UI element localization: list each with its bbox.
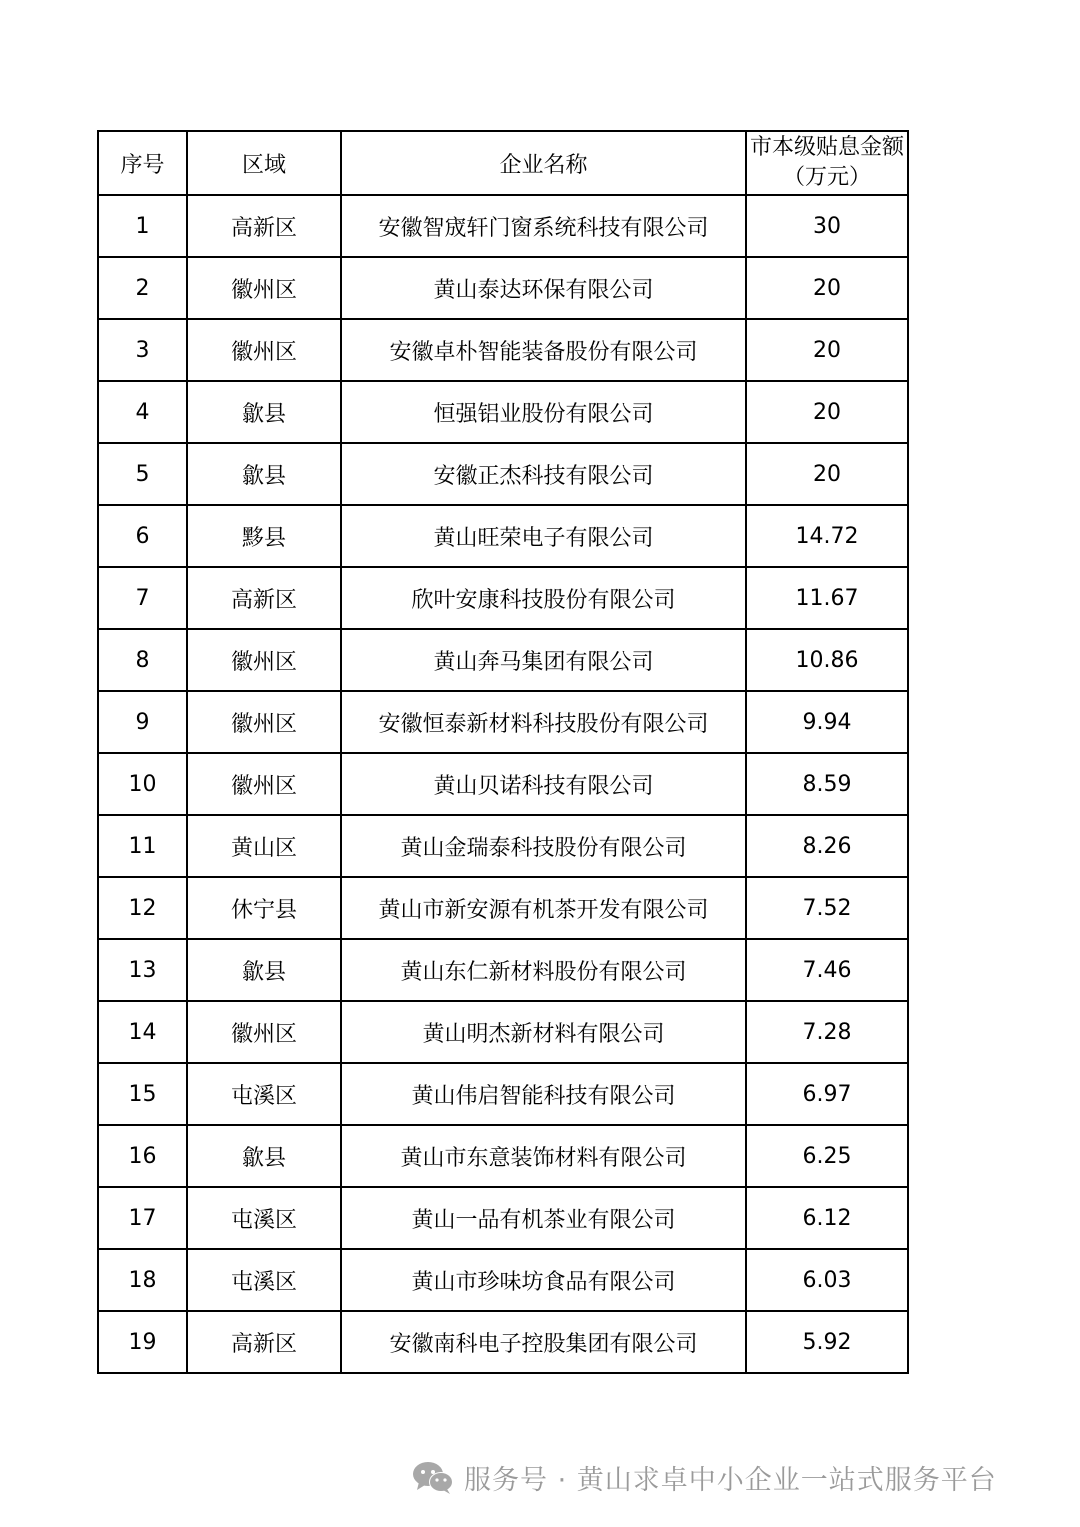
cell-area: 高新区: [187, 1311, 341, 1373]
header-subsidy-amount: 市本级贴息金额（万元）: [746, 131, 908, 195]
table-row: [98, 505, 908, 567]
table-row: [98, 1187, 908, 1249]
cell-seq: 4: [98, 381, 187, 443]
cell-company-name: 黄山明杰新材料有限公司: [341, 1001, 746, 1063]
cell-subsidy-amount: 14.72: [746, 505, 908, 567]
cell-area: 歙县: [187, 1125, 341, 1187]
cell-company-name: 黄山东仁新材料股份有限公司: [341, 939, 746, 1001]
cell-area: 屯溪区: [187, 1187, 341, 1249]
header-area: 区域: [187, 131, 341, 195]
cell-company-name: 安徽卓朴智能装备股份有限公司: [341, 319, 746, 381]
cell-seq: 6: [98, 505, 187, 567]
cell-subsidy-amount: 6.12: [746, 1187, 908, 1249]
table-row: [98, 1249, 908, 1311]
cell-area: 黄山区: [187, 815, 341, 877]
cell-company-name: 黄山泰达环保有限公司: [341, 257, 746, 319]
table-row: [98, 877, 908, 939]
cell-seq: 5: [98, 443, 187, 505]
table-row: [98, 691, 908, 753]
cell-area: 徽州区: [187, 257, 341, 319]
table-row: [98, 443, 908, 505]
cell-seq: 16: [98, 1125, 187, 1187]
table-row: [98, 1125, 908, 1187]
cell-area: 徽州区: [187, 1001, 341, 1063]
cell-seq: 17: [98, 1187, 187, 1249]
table-header-row: [98, 131, 908, 195]
cell-area: 徽州区: [187, 629, 341, 691]
cell-seq: 7: [98, 567, 187, 629]
cell-area: 屯溪区: [187, 1249, 341, 1311]
table-row: [98, 195, 908, 257]
table-row: [98, 257, 908, 319]
cell-subsidy-amount: 20: [746, 381, 908, 443]
cell-company-name: 黄山贝诺科技有限公司: [341, 753, 746, 815]
cell-seq: 8: [98, 629, 187, 691]
cell-subsidy-amount: 5.92: [746, 1311, 908, 1373]
cell-subsidy-amount: 11.67: [746, 567, 908, 629]
cell-area: 徽州区: [187, 753, 341, 815]
table-row: [98, 567, 908, 629]
cell-subsidy-amount: 7.52: [746, 877, 908, 939]
table-row: [98, 629, 908, 691]
cell-seq: 15: [98, 1063, 187, 1125]
cell-company-name: 黄山奔马集团有限公司: [341, 629, 746, 691]
cell-area: 徽州区: [187, 319, 341, 381]
cell-subsidy-amount: 8.59: [746, 753, 908, 815]
cell-company-name: 安徽南科电子控股集团有限公司: [341, 1311, 746, 1373]
cell-seq: 1: [98, 195, 187, 257]
cell-company-name: 安徽恒泰新材料科技股份有限公司: [341, 691, 746, 753]
cell-area: 高新区: [187, 567, 341, 629]
cell-company-name: 黄山一品有机茶业有限公司: [341, 1187, 746, 1249]
cell-company-name: 黄山市东意装饰材料有限公司: [341, 1125, 746, 1187]
wechat-icon: [412, 1460, 454, 1494]
cell-subsidy-amount: 6.25: [746, 1125, 908, 1187]
header-seq: 序号: [98, 131, 187, 195]
cell-subsidy-amount: 20: [746, 443, 908, 505]
cell-area: 高新区: [187, 195, 341, 257]
cell-company-name: 黄山旺荣电子有限公司: [341, 505, 746, 567]
cell-area: 黟县: [187, 505, 341, 567]
cell-area: 休宁县: [187, 877, 341, 939]
cell-seq: 13: [98, 939, 187, 1001]
cell-company-name: 安徽智宬轩门窗系统科技有限公司: [341, 195, 746, 257]
cell-subsidy-amount: 6.97: [746, 1063, 908, 1125]
cell-seq: 11: [98, 815, 187, 877]
cell-area: 歙县: [187, 443, 341, 505]
cell-seq: 9: [98, 691, 187, 753]
cell-company-name: 黄山金瑞泰科技股份有限公司: [341, 815, 746, 877]
cell-company-name: 黄山市新安源有机茶开发有限公司: [341, 877, 746, 939]
cell-subsidy-amount: 20: [746, 257, 908, 319]
cell-subsidy-amount: 30: [746, 195, 908, 257]
table-row: [98, 939, 908, 1001]
watermark: [412, 1455, 997, 1499]
cell-seq: 18: [98, 1249, 187, 1311]
cell-area: 歙县: [187, 381, 341, 443]
cell-subsidy-amount: 9.94: [746, 691, 908, 753]
enterprise-subsidy-table: [97, 130, 909, 1374]
cell-seq: 19: [98, 1311, 187, 1373]
cell-company-name: 黄山市珍味坊食品有限公司: [341, 1249, 746, 1311]
table-row: [98, 815, 908, 877]
cell-company-name: 恒强铝业股份有限公司: [341, 381, 746, 443]
table-row: [98, 1001, 908, 1063]
cell-seq: 12: [98, 877, 187, 939]
header-company-name: 企业名称: [341, 131, 746, 195]
table-row: [98, 1063, 908, 1125]
cell-area: 徽州区: [187, 691, 341, 753]
table-row: [98, 1311, 908, 1373]
table-body: [98, 195, 908, 1373]
cell-area: 歙县: [187, 939, 341, 1001]
cell-company-name: 安徽正杰科技有限公司: [341, 443, 746, 505]
table-row: [98, 753, 908, 815]
table-row: [98, 319, 908, 381]
cell-company-name: 黄山伟启智能科技有限公司: [341, 1063, 746, 1125]
cell-subsidy-amount: 7.28: [746, 1001, 908, 1063]
cell-seq: 3: [98, 319, 187, 381]
cell-subsidy-amount: 6.03: [746, 1249, 908, 1311]
cell-subsidy-amount: 7.46: [746, 939, 908, 1001]
cell-company-name: 欣叶安康科技股份有限公司: [341, 567, 746, 629]
cell-subsidy-amount: 8.26: [746, 815, 908, 877]
cell-seq: 2: [98, 257, 187, 319]
cell-area: 屯溪区: [187, 1063, 341, 1125]
cell-subsidy-amount: 20: [746, 319, 908, 381]
table-row: [98, 381, 908, 443]
watermark-text: 服务号 · 黄山求卓中小企业一站式服务平台: [464, 1464, 997, 1496]
cell-seq: 14: [98, 1001, 187, 1063]
cell-subsidy-amount: 10.86: [746, 629, 908, 691]
cell-seq: 10: [98, 753, 187, 815]
